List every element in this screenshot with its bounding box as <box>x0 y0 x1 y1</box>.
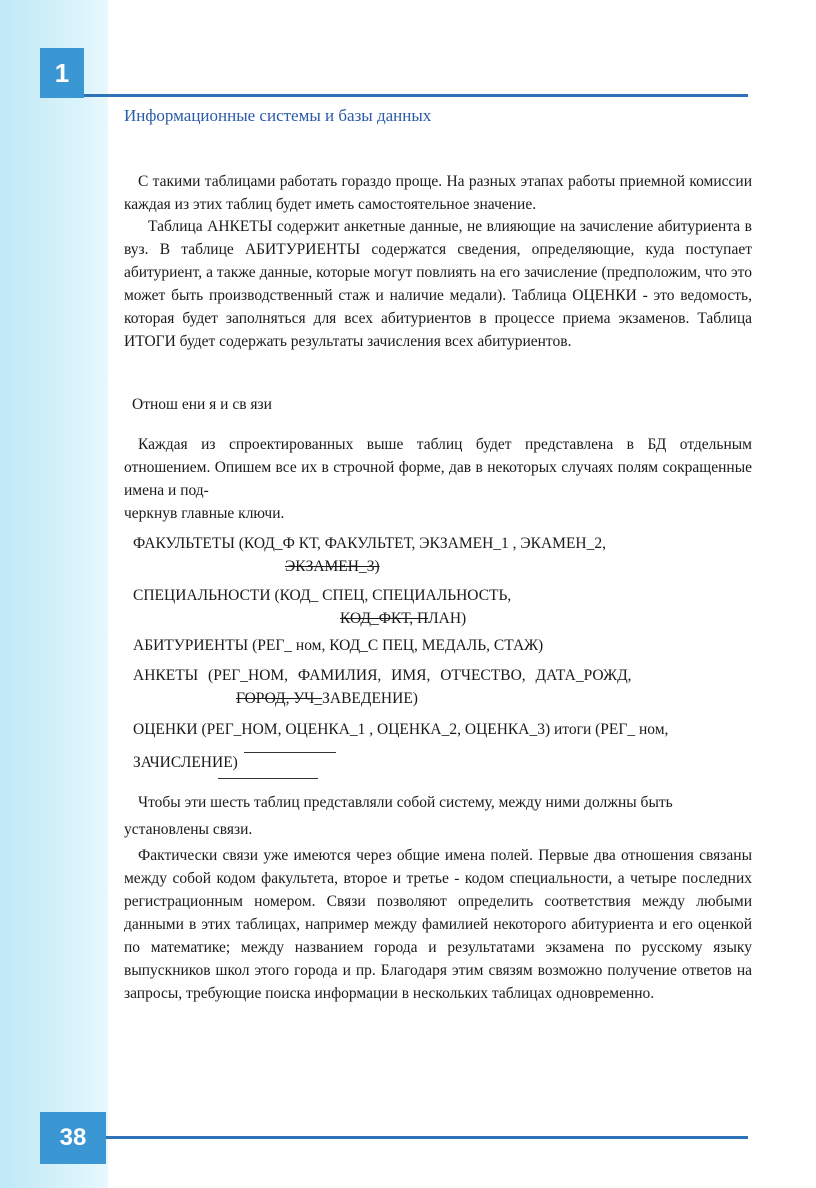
relation-grades: ОЦЕНКИ (РЕГ_НОМ, ОЦЕНКА_1 , ОЦЕНКА_2, ОЦЕНКА_3) итоги (РЕГ_ ном, <box>133 721 669 738</box>
section-heading: Отнош ени я и св язи <box>132 396 272 413</box>
relation-questionnaires-cont <box>236 687 418 710</box>
footer-rule <box>106 1136 748 1139</box>
paragraph-3-block <box>124 433 752 502</box>
relation-specialties-struck: КОД_ФКТ, П <box>340 610 429 627</box>
paragraph-3-cont: черкнув главные ключи. <box>124 505 285 522</box>
paragraph-4b-block <box>124 818 752 841</box>
relation-faculties: ФАКУЛЬТЕТЫ (КОД_Ф КТ, ФАКУЛЬТЕТ, ЭКЗАМЕН_1 , ЭКАМЕН_2, <box>133 535 606 552</box>
page-number-tab: 38 <box>40 1112 106 1164</box>
side-bar <box>0 0 108 1188</box>
relation-specialties-cont <box>340 607 466 630</box>
paragraph-4b: установлены связи. <box>124 821 253 838</box>
relation-faculties-cont: ЭКЗАМЕН_3) <box>285 558 380 575</box>
relation-specialties-rest: ЛАН) <box>428 610 467 627</box>
relation-questionnaires-rest: ЗАВЕДЕНИЕ) <box>322 690 418 707</box>
paragraph-5: Фактически связи уже имеются через общие имена полей. Первые два отношения связаны между собой кодом факультета, второе и третье - кодом специальности, а четыре последних регистрационным номером. Связи позволяют определить соответствия между любыми данными в этих таблицах, например между фамилией некоторого абитуриента и его оценкой по математике; между названием города и результатами экзамена по русскому языку выпускников школ этого города и пр. Благодаря этим связям возможно получение ответов на запросы, требующие поиска информации в нескольких таблицах одновременно. <box>124 847 752 1002</box>
relation-questionnaires: АНКЕТЫ (РЕГ_НОМ, ФАМИЛИЯ, ИМЯ, ОТЧЕСТВО, ДАТА_РОЖД, <box>133 667 632 684</box>
key-underline <box>218 778 318 779</box>
paragraph-5-block <box>124 844 752 1005</box>
paragraph-1-block <box>124 170 752 216</box>
paragraph-4a: Чтобы эти шесть таблиц представляли собой систему, между ними должны быть <box>138 794 673 811</box>
relation-specialties: СПЕЦИАЛЬНОСТИ (КОД_ СПЕЦ, СПЕЦИАЛЬНОСТЬ, <box>133 587 512 604</box>
relation-results: ЗАЧИСЛЕНИЕ) <box>133 754 238 771</box>
paragraph-1: С такими таблицами работать гораздо проще. На разных этапах работы приемной комиссии каждая из этих таблиц будет иметь самостоятельное значение. <box>124 173 752 213</box>
header-rule <box>84 94 748 97</box>
paragraph-3-cont-block <box>124 502 752 525</box>
running-head: Информационные системы и базы данных <box>124 106 432 125</box>
paragraph-2-block <box>124 215 752 353</box>
relation-applicants: АБИТУРИЕНТЫ (РЕГ_ ном, КОД_С ПЕЦ, МЕДАЛЬ, СТАЖ) <box>133 637 544 654</box>
paragraph-4-block <box>124 791 752 814</box>
relation-questionnaires-struck: ГОРОД, УЧ_ <box>236 690 323 707</box>
chapter-number-tab: 1 <box>40 48 84 98</box>
key-underline <box>244 752 336 753</box>
paragraph-2: Таблица АНКЕТЫ содержит анкетные данные, не влияющие на зачисление абитуриента в вуз. В таблице АБИТУРИЕНТЫ содержатся сведения, определяющие, куда поступает абитуриент, а также данные, которые могут повлиять на его зачисление (предположим, что это может быть производственный стаж и наличие медали). Таблица ОЦЕНКИ - это ведомость, которая будет заполняться для всех абитуриентов в процессе приема экзаменов. Таблица ИТОГИ будет содержать результаты зачисления всех абитуриентов. <box>124 218 752 350</box>
paragraph-3: Каждая из спроектированных выше таблиц будет представлена в БД отдельным отношением. Опишем все их в строчной форме, дав в некоторых случаях полям сокращенные имена и под- <box>124 436 752 499</box>
